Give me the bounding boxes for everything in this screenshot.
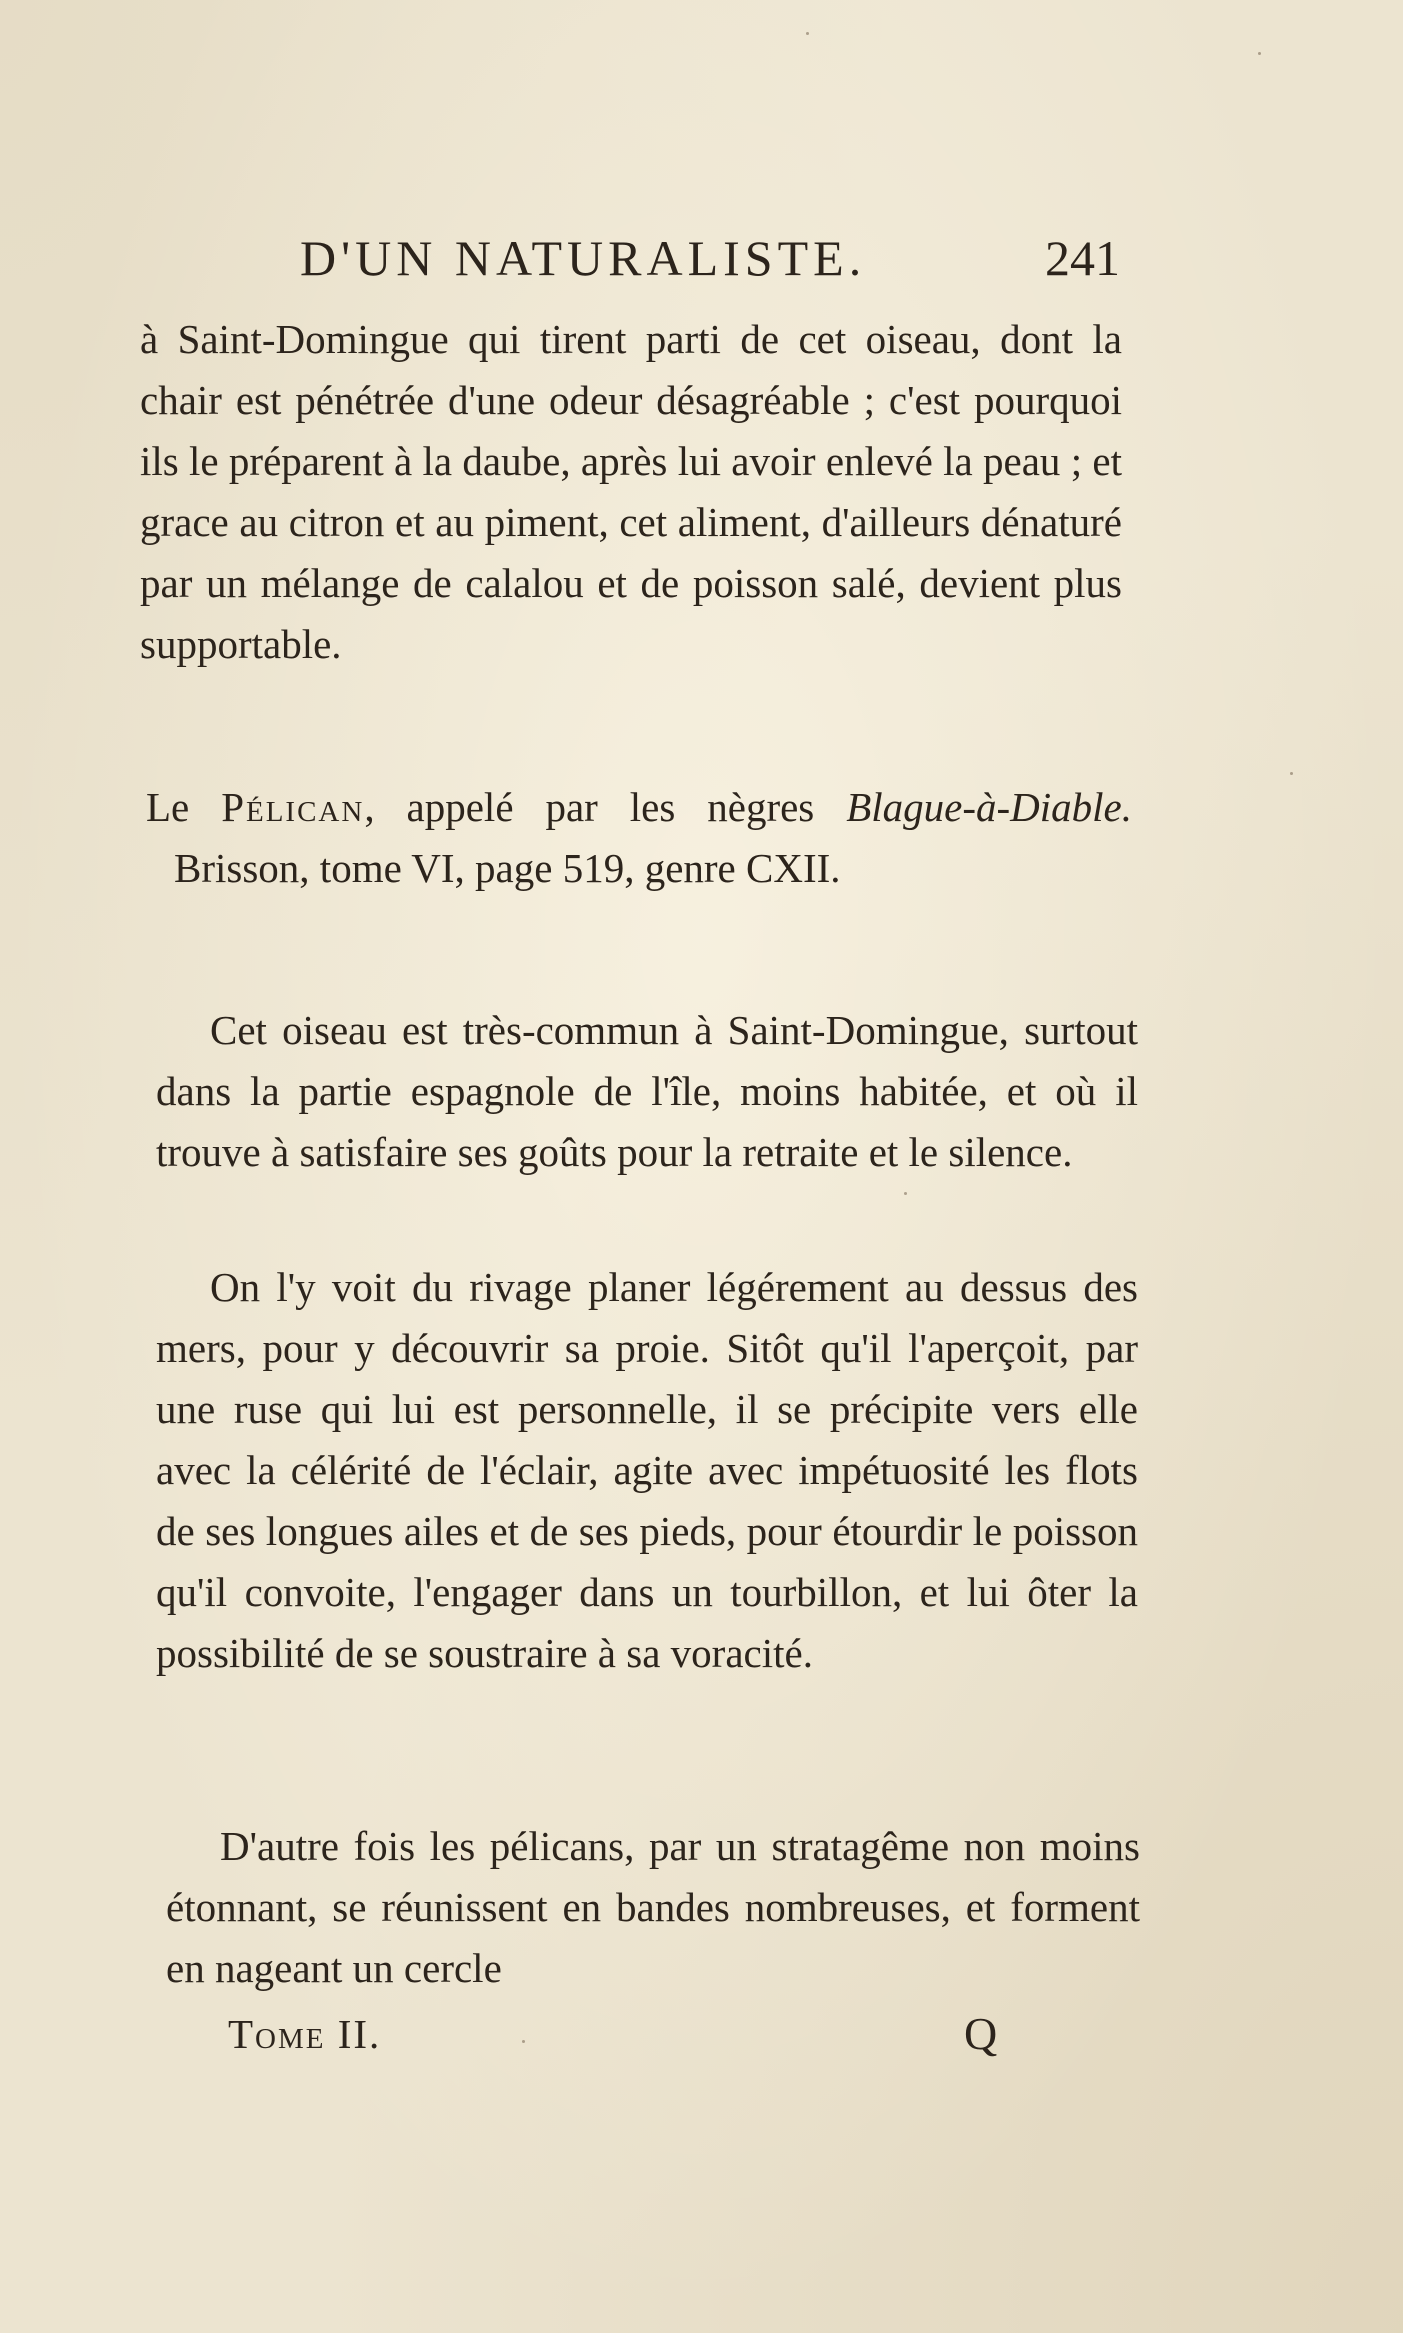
paragraph-habitat xyxy=(156,1000,1138,1183)
page-footer xyxy=(228,2004,1028,2064)
running-title: D'UN NATURALISTE. xyxy=(300,230,867,286)
paragraph-group-hunting xyxy=(166,1816,1140,1999)
running-head xyxy=(300,228,1130,288)
entry-mid: , appelé par les nègres xyxy=(364,784,815,830)
species-entry-heading xyxy=(146,777,1132,899)
paper-speck xyxy=(1258,52,1261,55)
paragraph-hunting-text: On l'y voit du rivage planer légérement au dessus des mers, pour y découvrir sa proie. Sitôt qu'il l'aperçoit, par une ruse qui lui est personnelle, il se précipite vers elle avec la célérité de l'éclair, agite avec impétuosité les flots de ses longues ailes et de ses pieds, pour étourdir le poisson qu'il convoite, l'engager dans un tourbillon, et lui ôter la possibilité de se soustraire à sa voracité. xyxy=(156,1264,1138,1676)
entry-prefix: Le xyxy=(146,784,190,830)
page-number: 241 xyxy=(1045,230,1120,286)
brisson-reference: Brisson, tome VI, page 519, xyxy=(174,845,635,891)
paragraph-continuation-text: à Saint-Domingue qui tirent parti de cet oiseau, dont la chair est pénétrée d'une odeur désagréable ; c'est pourquoi ils le préparent à la daube, après lui avoir enlevé la peau ; et grace au citron et au piment, cet aliment, d'ailleurs dénaturé par un mélange de calalou et de poisson salé, devient plus supportable. xyxy=(140,316,1122,667)
paper-speck xyxy=(904,1192,907,1195)
paragraph-habitat-text: Cet oiseau est très-commun à Saint-Domingue, surtout dans la partie espagnole de l'île, moins habitée, et où il trouve à satisfaire ses goûts pour la retraite et le silence. xyxy=(156,1007,1138,1175)
creole-name: Blague-à-Diable. xyxy=(846,784,1132,830)
paragraph-hunting xyxy=(156,1257,1138,1684)
paper-speck xyxy=(522,2040,525,2043)
species-name: Pélican xyxy=(221,784,365,830)
paragraph-continuation xyxy=(140,309,1122,675)
volume-label: Tome II. xyxy=(228,2011,382,2057)
species-entry-text xyxy=(146,777,1132,899)
paper-speck xyxy=(1290,772,1293,775)
signature-mark: Q xyxy=(964,2008,998,2059)
paragraph-group-hunting-text: D'autre fois les pélicans, par un stratagême non moins étonnant, se réunissent en bandes nombreuses, et forment en nageant un cercle xyxy=(166,1823,1140,1991)
paper-speck xyxy=(806,32,809,35)
genus-reference: genre CXII. xyxy=(644,845,841,891)
